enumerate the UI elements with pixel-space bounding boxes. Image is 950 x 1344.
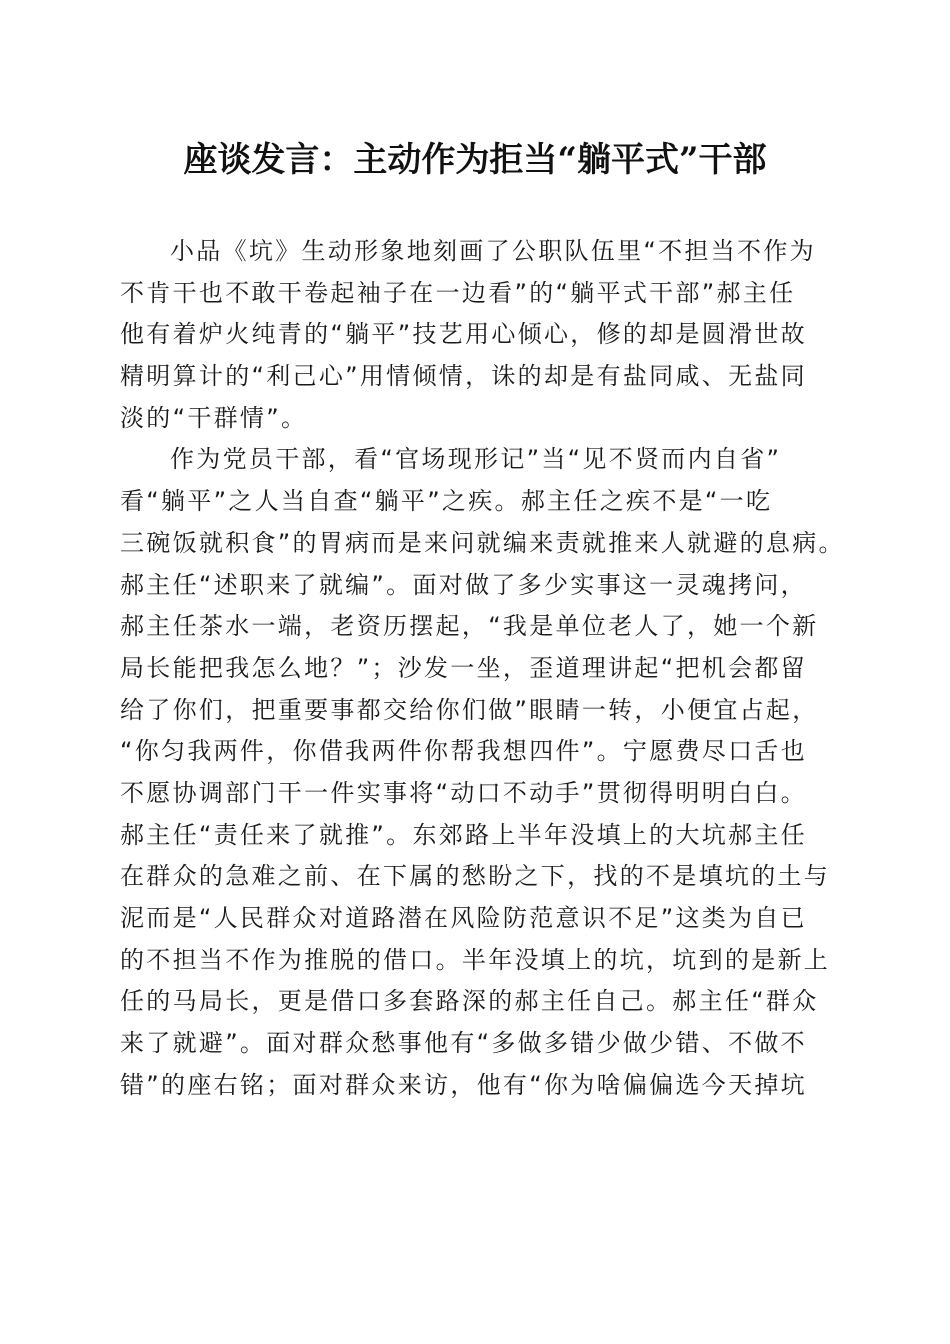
paragraph-line: 给了你们，把重要事都交给你们做”眼睛一转，小便宜占起，	[120, 695, 819, 724]
page-title: 座谈发言：主动作为拒当“躺平式”干部	[183, 140, 767, 180]
paragraph-line: 小品《坑》生动形象地刻画了公职队伍里“不担当不作为	[170, 237, 816, 265]
paragraph-line: 郝主任“责任来了就推”。东郊路上半年没填上的大坑郝主任	[120, 820, 807, 849]
paragraph-line: 他有着炉火纯青的“躺平”技艺用心倾心，修的却是圆滑世故	[120, 320, 807, 349]
paragraph-line: 的不担当不作为推脱的借口。半年没填上的坑，坑到的是新上	[120, 945, 831, 974]
paragraph-line: 不愿协调部门干一件实事将“动口不动手”贯彻得明明白白。	[120, 778, 807, 807]
paragraph-line: 作为党员干部，看“官场现形记”当“见不贤而内自省”	[170, 445, 782, 474]
paragraph-line: 来了就避”。面对群众愁事他有“多做多错少做少错、不做不	[120, 1029, 807, 1058]
paragraph-line: 淡的“干群情”。	[120, 403, 308, 432]
paragraph-line: 看“躺平”之人当自查“躺平”之疾。郝主任之疾不是“一吃	[120, 487, 773, 516]
paragraph-line: 任的马局长，更是借口多套路深的郝主任自己。郝主任“群众	[120, 987, 819, 1016]
paragraph-line: 郝主任“述职来了就编”。面对做了多少实事这一灵魂拷问，	[120, 570, 807, 599]
paragraph-line: 错”的座右铭；面对群众来访，他有“你为啥偏偏选今天掉坑	[120, 1070, 807, 1099]
paragraph-line: 郝主任茶水一端，老资历摆起，“我是单位老人了，她一个新	[120, 612, 819, 641]
paragraph-line: 精明算计的“利己心”用情倾情，诛的却是有盐同咸、无盐同	[120, 362, 807, 391]
paragraph-line: “你匀我两件，你借我两件你帮我想四件”。宁愿费尽口舌也	[120, 737, 807, 766]
paragraph-line: 不肯干也不敢干卷起袖子在一边看”的“躺平式干部”郝主任	[120, 278, 796, 307]
document-body	[120, 231, 845, 1106]
paragraph-line: 局长能把我怎么地？”；沙发一坐，歪道理讲起“把机会都留	[120, 653, 807, 682]
paragraph-line: 泥而是“人民群众对道路潜在风险防范意识不足”这类为自已	[120, 904, 807, 932]
paragraph-line: 三碗饭就积食”的胃病而是来问就编来责就推来人就避的息病。	[120, 528, 845, 557]
paragraph-line: 在群众的急难之前、在下属的愁盼之下，找的不是填坑的土与	[120, 862, 831, 891]
